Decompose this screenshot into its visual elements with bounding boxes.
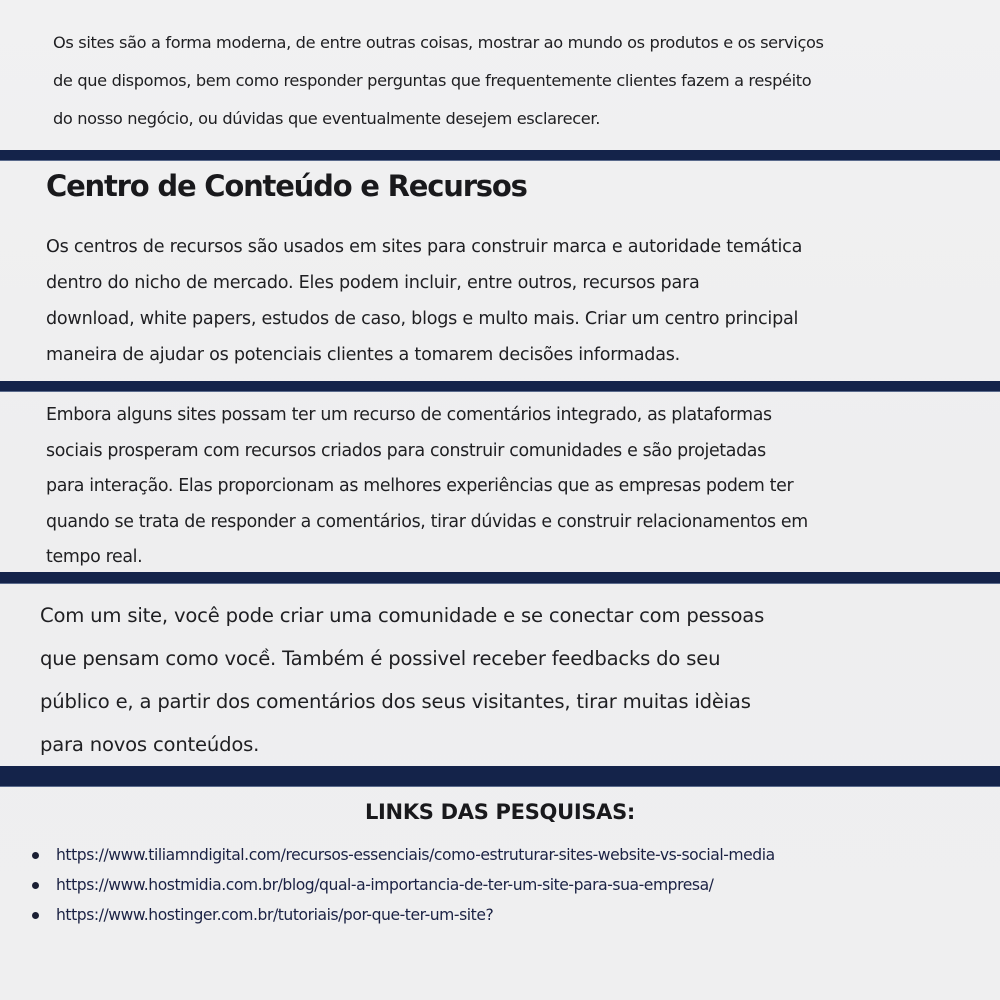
section-divider: [0, 766, 1000, 786]
resources-line: dentro do nicho de mercado. Eles podem incluir, entre outros, recursos para: [46, 273, 700, 293]
community-line: que pensam como vocề. Também é possivel receber feedbacks do seu: [40, 647, 721, 670]
list-item: [30, 870, 775, 900]
link-tiliamndigital[interactable]: https://www.tiliamndigital.com/recursos-essenciais/como-estruturar-sites-website-vs-social-media: [56, 846, 775, 864]
link-hostmidia[interactable]: https://www.hostmidia.com.br/blog/qual-a-importancia-de-ter-um-site-para-sua-empresa/: [56, 876, 714, 894]
social-line: Embora alguns sites possam ter um recurso de comentários integrado, as plataformas: [46, 405, 772, 425]
social-line: quando se trata de responder a comentários, tirar dúvidas e construir relacionamentos em: [46, 511, 808, 532]
list-item: [30, 840, 775, 870]
resources-line: download, white papers, estudos de caso, blogs e multo mais. Criar um centro principal: [46, 309, 799, 329]
section-heading: Centro de Conteúdo e Recursos: [46, 169, 527, 203]
intro-line: do nosso negócio, ou dúvidas que eventualmente desejem esclarecer.: [53, 109, 600, 128]
bullet-icon: [32, 912, 39, 919]
intro-line: Os sites são a forma moderna, de entre outras coisas, mostrar ao mundo os produtos e os serviços: [53, 33, 824, 52]
community-line: público e, a partir dos comentários dos seus visitantes, tirar muitas idèias: [40, 690, 751, 713]
bullet-icon: [32, 882, 39, 889]
section-divider: [0, 572, 1000, 583]
links-title: LINKS DAS PESQUISAS:: [364, 800, 636, 824]
social-line: para interação. Elas proporcionam as melhores experiências que as empresas podem ter: [46, 476, 794, 496]
intro-line: de que dispomos, bem como responder perguntas que frequentemente clientes fazem a respéito: [53, 71, 812, 90]
social-line: tempo real.: [46, 547, 143, 567]
resources-paragraph: [46, 229, 802, 373]
community-line: para novos conteúdos.: [40, 733, 260, 756]
links-list: [30, 840, 775, 930]
link-hostinger[interactable]: https://www.hostinger.com.br/tutoriais/por-que-ter-um-site?: [56, 906, 494, 924]
list-item: [30, 900, 775, 930]
community-line: Com um site, você pode criar uma comunidade e se conectar com pessoas: [40, 604, 765, 627]
resources-line: Os centros de recursos são usados em sites para construir marca e autoridade temática: [46, 237, 803, 257]
section-divider: [0, 150, 1000, 160]
resources-line: maneira de ajudar os potenciais clientes a tomarem decisões informadas.: [46, 345, 681, 365]
social-paragraph: [46, 398, 808, 576]
section-divider: [0, 381, 1000, 391]
social-line: sociais prosperam com recursos criados para construir comunidades e são projetadas: [46, 440, 766, 461]
bullet-icon: [32, 852, 39, 859]
intro-paragraph: [53, 24, 824, 138]
community-paragraph: [40, 594, 764, 766]
